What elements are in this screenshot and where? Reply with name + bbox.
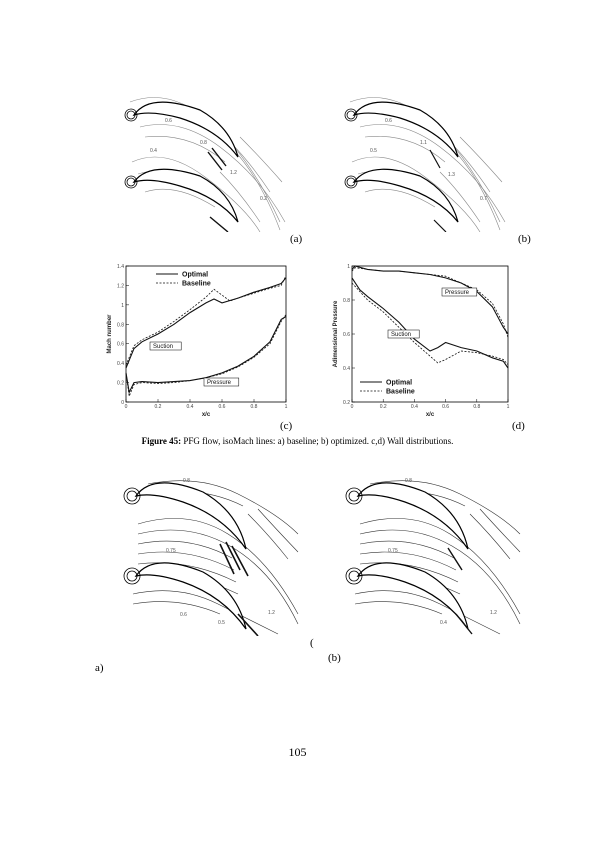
y-tick-label: 0.8 — [343, 298, 350, 304]
isomach-label: 0.4 — [440, 620, 447, 626]
x-axis-label: x/c — [425, 412, 435, 418]
y-tick-label: 1 — [347, 264, 350, 270]
x-axis-label: x/c — [201, 412, 211, 418]
figure-label-bottom-b: (b) — [328, 652, 341, 664]
isomach-figure-top-a — [110, 82, 300, 232]
y-tick-label: 0.2 — [117, 380, 124, 387]
y-axis-label: Adimensional Pressure — [333, 300, 339, 368]
x-tick-label: 0.2 — [379, 404, 387, 410]
annotation-label: Pressure — [207, 380, 232, 386]
caption-text: PFG flow, isoMach lines: a) baseline; b) optimized. c,d) Wall distributions. — [181, 436, 454, 446]
isomach-label: 0.75 — [166, 548, 176, 554]
figure-label-a: (a) — [290, 233, 303, 245]
annotation-box — [442, 288, 477, 296]
annotation-box — [204, 378, 239, 386]
y-tick-label: 0.6 — [117, 341, 124, 348]
x-tick-label: 0.6 — [442, 404, 450, 410]
annotation-label: Pressure — [445, 290, 470, 296]
isomach-label: 0.6 — [385, 118, 392, 124]
caption-label: Figure 45: — [141, 436, 182, 446]
pressure-chart — [330, 262, 512, 420]
annotation-label: Suction — [153, 344, 174, 350]
x-tick-label: 0 — [350, 404, 354, 410]
isomach-label: 0.5 — [218, 620, 225, 626]
isomach-label: 0.7 — [480, 196, 487, 202]
x-tick-label: 0.6 — [218, 404, 226, 410]
isomach-label: 0.5 — [370, 148, 377, 154]
annotation-box — [150, 342, 181, 350]
y-tick-label: 0.4 — [117, 361, 124, 368]
legend-entry: Baseline — [386, 388, 415, 396]
figure-label-c: (c) — [280, 420, 293, 432]
isomach-label: 1.2 — [230, 170, 237, 176]
x-tick-label: 1 — [506, 404, 510, 410]
figure-caption — [0, 436, 595, 446]
y-tick-label: 0.2 — [343, 400, 350, 406]
annotation-label: Suction — [391, 332, 412, 338]
y-tick-label: 1.4 — [117, 264, 124, 270]
legend-entry: Optimal — [386, 379, 413, 387]
isomach-label: 1.2 — [268, 610, 275, 616]
y-tick-label: 0.4 — [343, 366, 350, 372]
x-tick-label: 1 — [284, 404, 288, 410]
x-tick-label: 0.4 — [410, 404, 418, 410]
legend-entry: Baseline — [182, 280, 211, 288]
y-axis-label: Mach number — [107, 314, 113, 354]
figure-label-d: (d) — [512, 420, 525, 432]
isomach-label: 1.1 — [420, 140, 427, 146]
isomach-label: 0.6 — [165, 118, 172, 124]
annotation-box — [388, 330, 419, 338]
isomach-label: 0.8 — [183, 478, 190, 484]
isomach-figure-top-b — [330, 82, 520, 232]
isomach-label: 0.2 — [260, 196, 267, 202]
isomach-label: 0.75 — [388, 548, 398, 554]
mach-number-chart — [104, 262, 290, 420]
legend-entry: Optimal — [182, 271, 209, 279]
y-tick-label: 0 — [121, 400, 124, 406]
y-tick-label: 0.6 — [343, 332, 350, 338]
y-tick-label: 0.8 — [117, 322, 124, 329]
x-tick-label: 0.2 — [154, 404, 162, 410]
isomach-label: 0.8 — [200, 140, 207, 146]
isomach-label: 0.6 — [180, 612, 187, 618]
x-tick-label: 0 — [124, 404, 128, 410]
isomach-label: 0.8 — [405, 478, 412, 484]
y-tick-label: 1 — [121, 302, 124, 309]
x-tick-label: 0.4 — [186, 404, 194, 410]
y-tick-label: 1.2 — [117, 283, 124, 290]
x-tick-label: 0.8 — [473, 404, 481, 410]
x-tick-label: 0.8 — [250, 404, 258, 410]
isomach-label: 0.4 — [150, 148, 157, 154]
page-number: 105 — [288, 745, 307, 759]
isomach-label: 1.3 — [448, 172, 455, 178]
figure-label-bottom-a: a) — [95, 662, 104, 674]
isomach-label: 1.2 — [490, 610, 497, 616]
figure-label-b: (b) — [518, 233, 531, 245]
isomach-figure-bottom-a — [108, 464, 308, 636]
bottom-open-paren: ( — [310, 637, 314, 649]
isomach-figure-bottom-b — [330, 464, 530, 636]
